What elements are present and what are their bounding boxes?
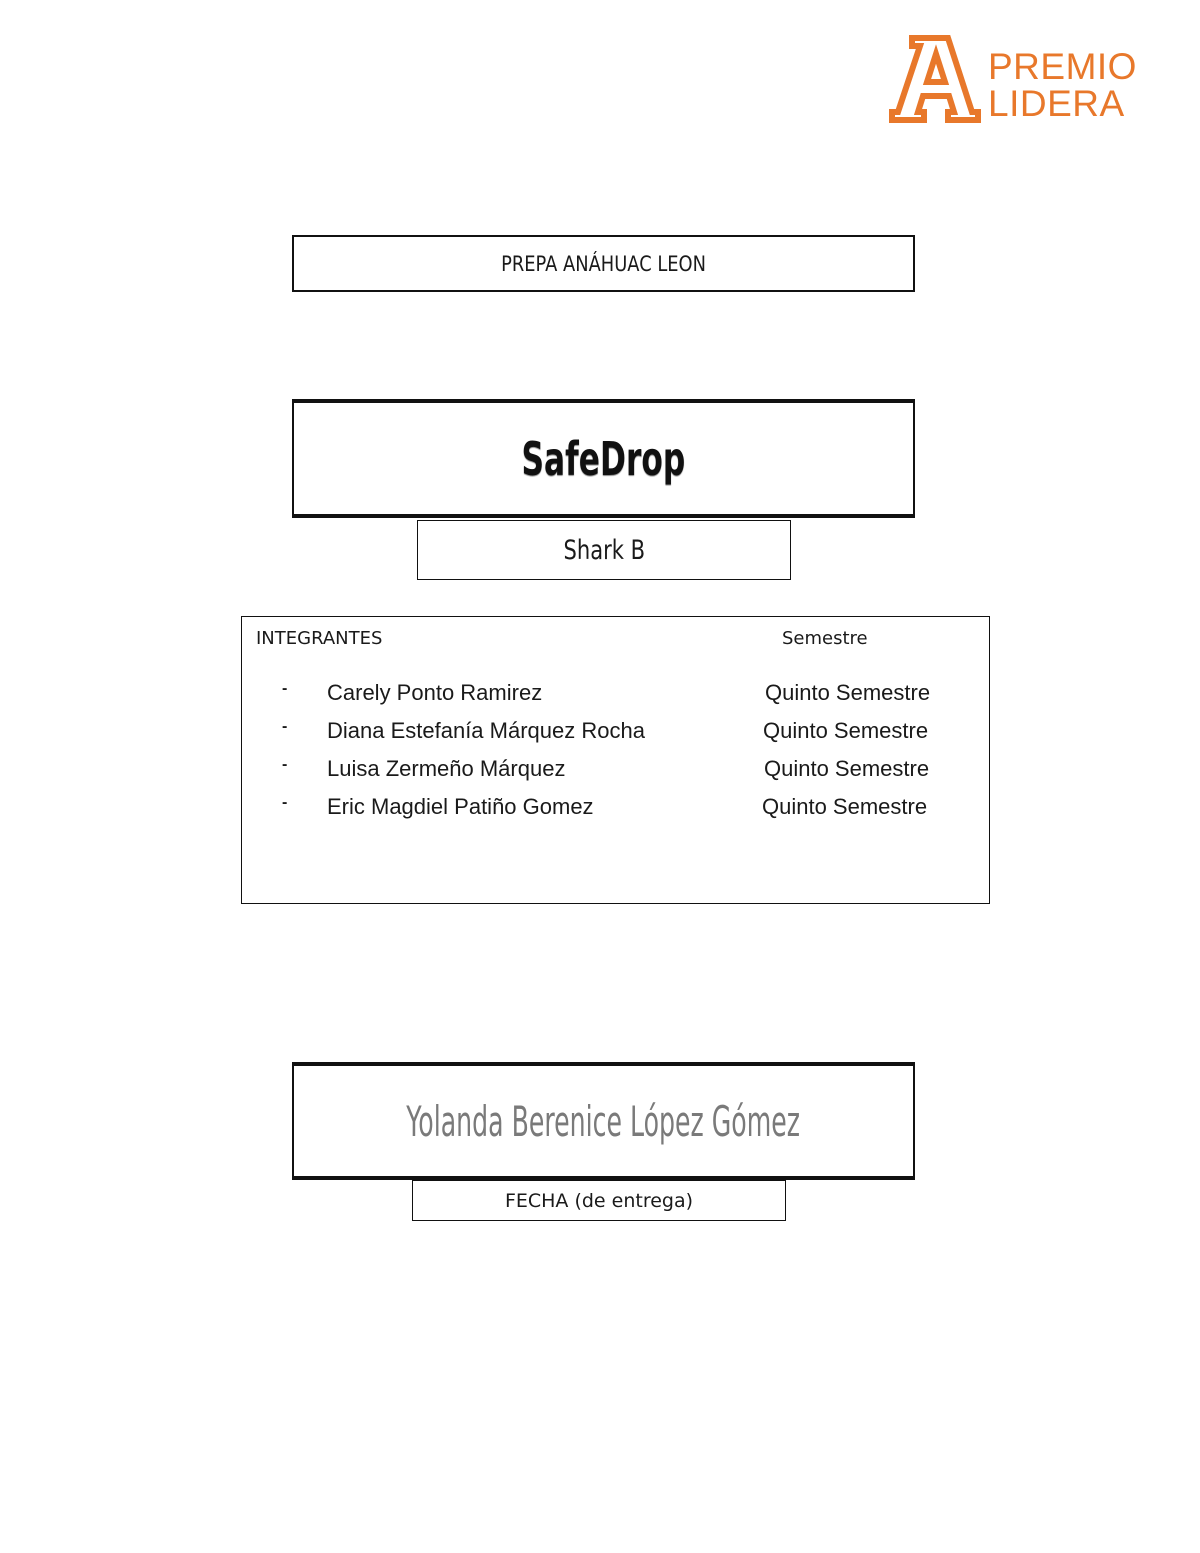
school-box: [292, 235, 915, 292]
logo-line-lidera: LIDERA: [988, 83, 1125, 124]
member-name: Carely Ponto Ramirez: [327, 680, 543, 705]
member-row: [242, 718, 989, 748]
logo-line-premio: PREMIO: [988, 46, 1137, 87]
advisor-box: [292, 1062, 915, 1180]
bullet: -: [282, 680, 288, 697]
member-row: [242, 756, 989, 786]
date-label: FECHA (de entrega): [504, 1189, 694, 1212]
bullet: -: [282, 756, 288, 773]
project-box: [292, 399, 915, 518]
member-row: [242, 794, 989, 824]
member-semester: Quinto Semestre: [763, 718, 929, 743]
member-semester: Quinto Semestre: [765, 680, 931, 705]
team-name: Shark B: [563, 534, 645, 566]
member-name: Luisa Zermeño Márquez: [327, 756, 566, 781]
advisor-name: Yolanda Berenice López Gómez: [406, 1096, 801, 1146]
members-box: [241, 616, 990, 904]
logo-text: [988, 48, 1137, 122]
date-box: [412, 1180, 786, 1221]
member-name: Eric Magdiel Patiño Gomez: [327, 794, 594, 819]
letter-a-icon: [886, 34, 986, 124]
semester-header: Semestre: [782, 628, 868, 649]
team-box: [417, 520, 791, 580]
bullet: -: [282, 718, 288, 735]
members-header: INTEGRANTES: [256, 628, 383, 649]
school-name: PREPA ANÁHUAC LEON: [501, 251, 706, 276]
member-row: [242, 680, 989, 710]
project-name: SafeDrop: [521, 431, 686, 486]
bullet: -: [282, 794, 288, 811]
premio-lidera-logo: [886, 34, 1146, 124]
member-semester: Quinto Semestre: [764, 756, 930, 781]
member-semester: Quinto Semestre: [762, 794, 928, 819]
member-name: Diana Estefanía Márquez Rocha: [327, 718, 645, 743]
